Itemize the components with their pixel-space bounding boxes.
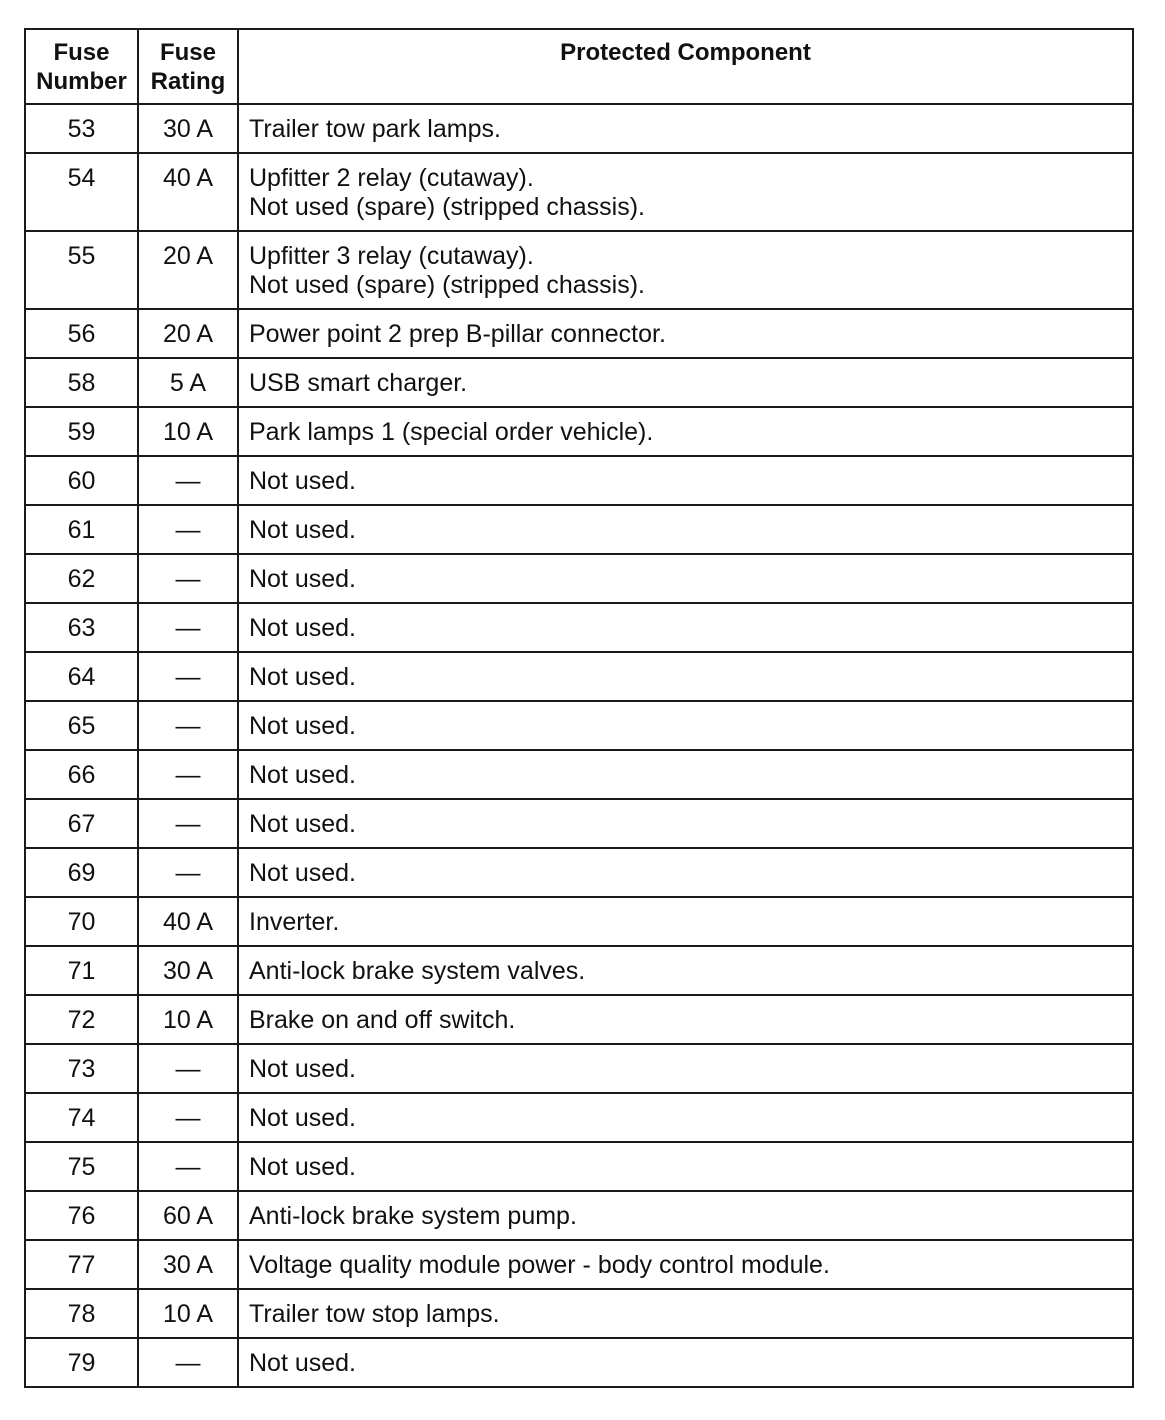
table-row [25, 231, 1133, 309]
protected-component-cell [238, 652, 1133, 701]
protected-component-line: Not used. [249, 467, 357, 495]
fuse-rating-cell: — [138, 799, 238, 848]
fuse-number-cell: 69 [25, 848, 138, 897]
protected-component-line: Not used. [249, 761, 357, 789]
protected-component-line: Power point 2 prep B-pillar connector. [249, 320, 666, 348]
fuse-number-cell: 56 [25, 309, 138, 358]
fuse-number-cell: 78 [25, 1289, 138, 1338]
table-row [25, 1044, 1133, 1093]
table-row [25, 456, 1133, 505]
protected-component-cell [238, 799, 1133, 848]
header-fuse-number [25, 29, 138, 104]
fuse-number-cell: 59 [25, 407, 138, 456]
header-protected-component: Protected Component [238, 29, 1133, 104]
fuse-rating-cell: — [138, 1338, 238, 1387]
table-row [25, 358, 1133, 407]
protected-component-cell [238, 897, 1133, 946]
protected-component-cell [238, 1142, 1133, 1191]
protected-component-line: Not used (spare) (stripped chassis). [249, 271, 645, 299]
header-fuse-rating [138, 29, 238, 104]
protected-component-line: Not used. [249, 614, 357, 642]
table-body [25, 104, 1133, 1387]
fuse-rating-cell: 40 A [138, 153, 238, 231]
protected-component-cell [238, 701, 1133, 750]
protected-component-line: Trailer tow stop lamps. [249, 1300, 500, 1328]
fuse-table [24, 28, 1134, 1388]
table-row [25, 407, 1133, 456]
table-row [25, 505, 1133, 554]
protected-component-cell [238, 1338, 1133, 1387]
fuse-rating-cell: 10 A [138, 995, 238, 1044]
fuse-rating-cell: 30 A [138, 1240, 238, 1289]
protected-component-cell [238, 848, 1133, 897]
fuse-number-cell: 61 [25, 505, 138, 554]
protected-component-cell [238, 554, 1133, 603]
fuse-rating-cell: — [138, 603, 238, 652]
fuse-rating-cell: — [138, 652, 238, 701]
protected-component-cell [238, 1093, 1133, 1142]
fuse-number-cell: 67 [25, 799, 138, 848]
protected-component-cell [238, 750, 1133, 799]
fuse-rating-cell: — [138, 750, 238, 799]
fuse-number-cell: 77 [25, 1240, 138, 1289]
table-row [25, 603, 1133, 652]
fuse-rating-cell: 20 A [138, 309, 238, 358]
protected-component-line: Not used (spare) (stripped chassis). [249, 193, 645, 221]
protected-component-line: USB smart charger. [249, 369, 468, 397]
protected-component-line: Not used. [249, 1349, 357, 1377]
protected-component-line: Inverter. [249, 908, 340, 936]
table-row [25, 848, 1133, 897]
protected-component-line: Anti-lock brake system valves. [249, 957, 586, 985]
fuse-number-cell: 74 [25, 1093, 138, 1142]
table-row [25, 554, 1133, 603]
table-row [25, 897, 1133, 946]
fuse-rating-cell: — [138, 1044, 238, 1093]
fuse-number-cell: 65 [25, 701, 138, 750]
fuse-rating-cell: — [138, 456, 238, 505]
protected-component-cell [238, 104, 1133, 153]
fuse-number-cell: 66 [25, 750, 138, 799]
table-row [25, 652, 1133, 701]
protected-component-line: Not used. [249, 1104, 357, 1132]
protected-component-cell [238, 309, 1133, 358]
fuse-rating-cell: — [138, 554, 238, 603]
header-fuse-rating-line-1: Fuse [159, 39, 216, 66]
protected-component-line: Not used. [249, 516, 357, 544]
fuse-number-cell: 73 [25, 1044, 138, 1093]
protected-component-cell [238, 358, 1133, 407]
table-row [25, 799, 1133, 848]
table-row [25, 995, 1133, 1044]
protected-component-cell [238, 1044, 1133, 1093]
protected-component-line: Park lamps 1 (special order vehicle). [249, 418, 654, 446]
fuse-number-cell: 70 [25, 897, 138, 946]
fuse-number-cell: 60 [25, 456, 138, 505]
protected-component-cell [238, 231, 1133, 309]
fuse-number-cell: 64 [25, 652, 138, 701]
table-row [25, 1191, 1133, 1240]
protected-component-cell [238, 456, 1133, 505]
fuse-number-cell: 63 [25, 603, 138, 652]
protected-component-line: Not used. [249, 565, 357, 593]
fuse-number-cell: 76 [25, 1191, 138, 1240]
fuse-rating-cell: 30 A [138, 946, 238, 995]
fuse-rating-cell: 40 A [138, 897, 238, 946]
protected-component-line: Upfitter 3 relay (cutaway). [249, 242, 534, 270]
fuse-rating-cell: 5 A [138, 358, 238, 407]
protected-component-cell [238, 1240, 1133, 1289]
protected-component-cell [238, 407, 1133, 456]
fuse-number-cell: 71 [25, 946, 138, 995]
table-row [25, 1240, 1133, 1289]
fuse-number-cell: 75 [25, 1142, 138, 1191]
table-row [25, 1142, 1133, 1191]
fuse-number-cell: 72 [25, 995, 138, 1044]
table-row [25, 1093, 1133, 1142]
fuse-number-cell: 58 [25, 358, 138, 407]
fuse-rating-cell: — [138, 1093, 238, 1142]
fuse-rating-cell: 10 A [138, 1289, 238, 1338]
protected-component-cell [238, 995, 1133, 1044]
fuse-number-cell: 54 [25, 153, 138, 231]
fuse-rating-cell: 10 A [138, 407, 238, 456]
table-row [25, 104, 1133, 153]
protected-component-line: Not used. [249, 1153, 357, 1181]
fuse-number-cell: 55 [25, 231, 138, 309]
protected-component-cell [238, 505, 1133, 554]
table-row [25, 750, 1133, 799]
fuse-rating-cell: — [138, 848, 238, 897]
protected-component-line: Trailer tow park lamps. [249, 115, 501, 143]
fuse-rating-cell: 30 A [138, 104, 238, 153]
protected-component-line: Upfitter 2 relay (cutaway). [249, 164, 534, 192]
fuse-rating-cell: — [138, 505, 238, 554]
protected-component-cell [238, 1191, 1133, 1240]
protected-component-cell [238, 153, 1133, 231]
header-fuse-number-line-2: Number [36, 68, 127, 95]
protected-component-line: Not used. [249, 1055, 357, 1083]
protected-component-line: Voltage quality module power - body control module. [249, 1251, 830, 1279]
fuse-number-cell: 79 [25, 1338, 138, 1387]
fuse-number-cell: 53 [25, 104, 138, 153]
table-row [25, 153, 1133, 231]
fuse-number-cell: 62 [25, 554, 138, 603]
protected-component-cell [238, 603, 1133, 652]
protected-component-line: Not used. [249, 859, 357, 887]
fuse-rating-cell: 20 A [138, 231, 238, 309]
table-row [25, 946, 1133, 995]
protected-component-line: Brake on and off switch. [249, 1006, 516, 1034]
table-row [25, 701, 1133, 750]
fuse-rating-cell: 60 A [138, 1191, 238, 1240]
header-fuse-number-line-1: Fuse [53, 39, 110, 66]
protected-component-line: Not used. [249, 810, 357, 838]
table-row [25, 1289, 1133, 1338]
protected-component-cell [238, 946, 1133, 995]
fuse-rating-cell: — [138, 1142, 238, 1191]
table-row [25, 309, 1133, 358]
header-row [25, 29, 1133, 104]
protected-component-line: Anti-lock brake system pump. [249, 1202, 577, 1230]
header-fuse-rating-line-2: Rating [150, 68, 226, 95]
fuse-rating-cell: — [138, 701, 238, 750]
table-row [25, 1338, 1133, 1387]
protected-component-line: Not used. [249, 663, 357, 691]
protected-component-cell [238, 1289, 1133, 1338]
protected-component-line: Not used. [249, 712, 357, 740]
